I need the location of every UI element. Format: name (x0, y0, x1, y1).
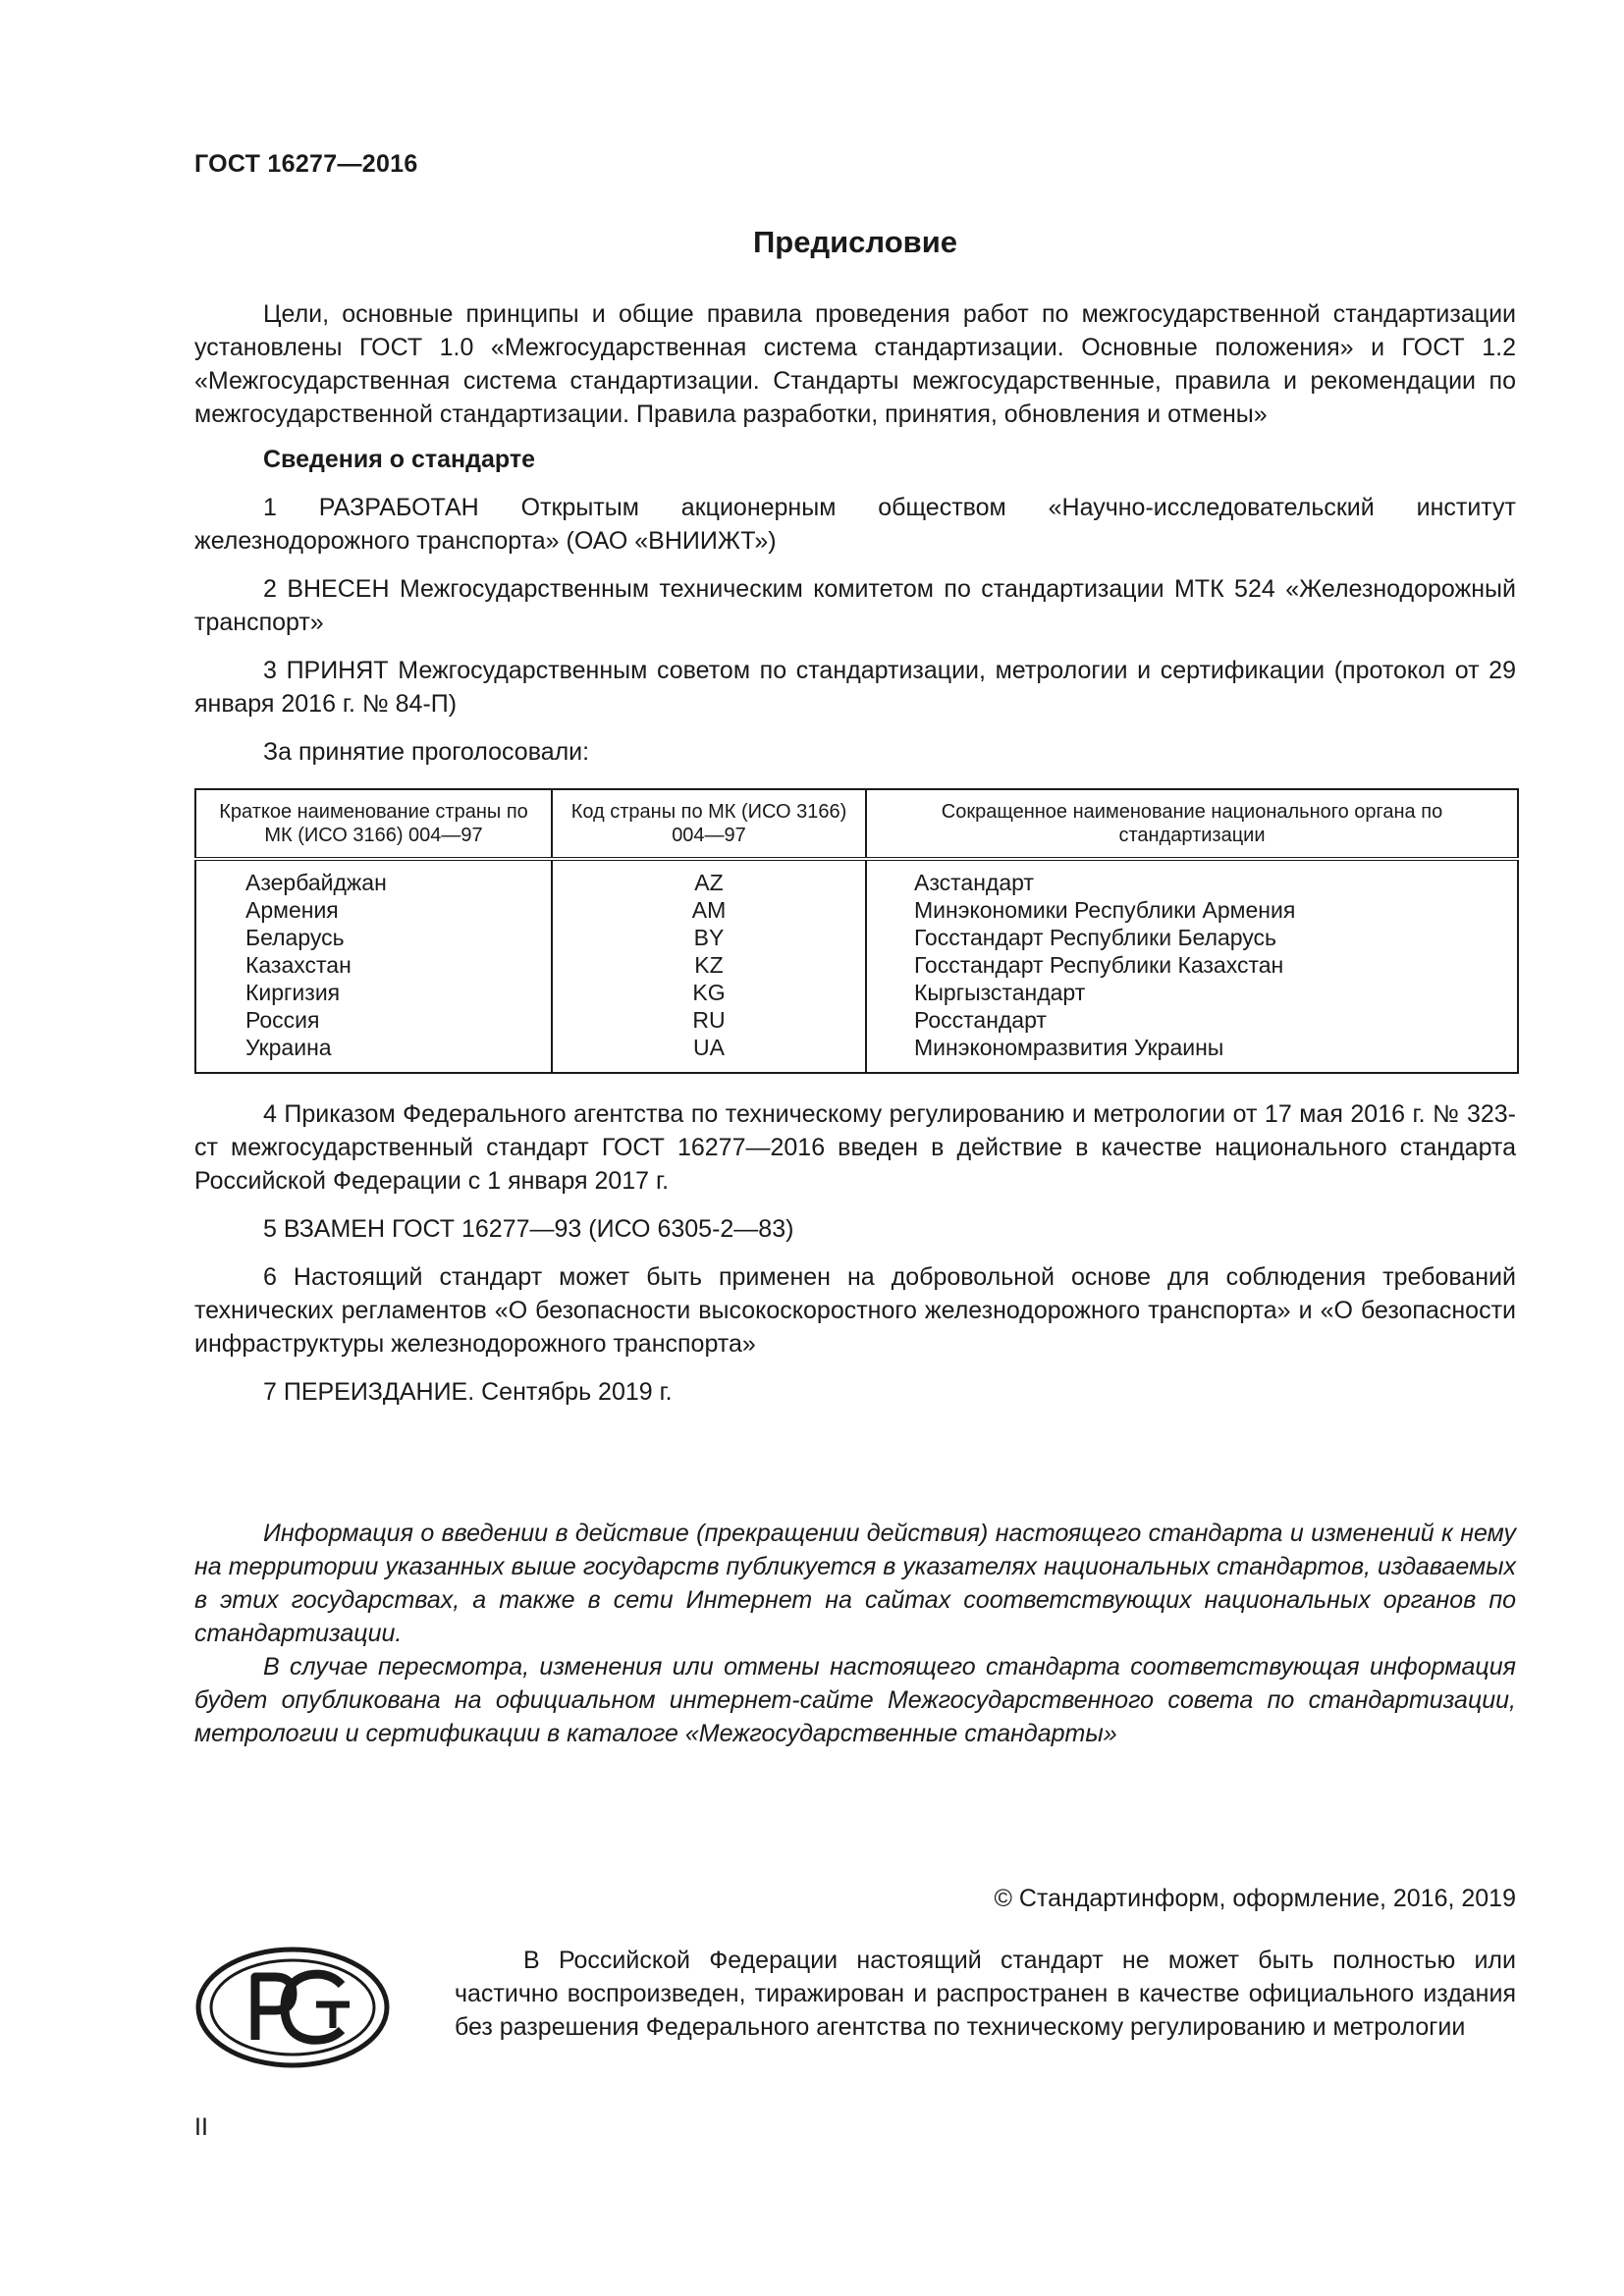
code-cell: BY (693, 925, 725, 950)
country-cell: Азербайджан (245, 870, 387, 895)
body-cell: Госстандарт Республики Казахстан (914, 952, 1284, 978)
table-header-row (195, 789, 1518, 859)
info-paragraph: Информация о введении в действие (прекращении действия) настоящего стандарта и изменений к нему на территории указанных выше государств публикуется в указателях национальных стандартов, издаваемых в этих государствах, а также в сети Интернет на сайтах соответствующих национальных органов по стандартизации. (194, 1520, 1516, 1647)
country-cell: Россия (245, 1007, 320, 1033)
code-cell: KG (692, 980, 726, 1005)
document-code: ГОСТ 16277—2016 (194, 150, 418, 178)
votes-label: За принятие проголосовали: (263, 738, 590, 766)
standard-info-heading: Сведения о стандарте (263, 446, 536, 473)
body-cell: Минэкономразвития Украины (914, 1035, 1224, 1060)
code-cell: KZ (694, 952, 724, 978)
item-submitted: 2 ВНЕСЕН Межгосударственным техническим комитетом по стандартизации МТК 524 «Железнодорожный транспорт» (194, 575, 1516, 636)
item-reissue: 7 ПЕРЕИЗДАНИЕ. Сентябрь 2019 г. (263, 1378, 673, 1406)
foreword-details-section (194, 1097, 1516, 1409)
info-notice (194, 1517, 1516, 1750)
item-developed: 1 РАЗРАБОТАН Открытым акционерным обществом «Научно-исследовательский институт железнодорожного транспорта» (ОАО «ВНИИЖТ») (194, 494, 1516, 555)
country-cell: Казахстан (245, 952, 352, 978)
code-column (552, 859, 866, 1073)
foreword-intro-section (194, 297, 1516, 769)
body-cell: Минэкономики Республики Армения (914, 897, 1296, 923)
header-national-body: Сокращенное наименование национального органа по стандартизации (866, 789, 1518, 859)
body-cell: Госстандарт Республики Беларусь (914, 925, 1277, 950)
legal-paragraph: В Российской Федерации настоящий стандарт не может быть полностью или частично воспроизведен, тиражирован и распространен в качестве официального издания без разрешения Федерального агентства по техническому регулированию и метрологии (455, 1947, 1516, 2041)
header-country-code: Код страны по МК (ИСО 3166) 004—97 (552, 789, 866, 859)
code-cell: AM (691, 897, 727, 923)
item-adopted: 3 ПРИНЯТ Межгосударственным советом по стандартизации, метрологии и сертификации (протокол от 29 января 2016 г. № 84-П) (194, 657, 1516, 718)
body-cell: Росстандарт (914, 1007, 1047, 1033)
page-title: Предисловие (752, 225, 957, 259)
country-cell: Киргизия (245, 980, 341, 1005)
code-cell: UA (693, 1035, 725, 1060)
page-number: II (194, 2113, 208, 2141)
body-cell: Кыргызстандарт (914, 980, 1086, 1005)
country-cell: Беларусь (245, 925, 345, 950)
copyright-line: © Стандартинформ, оформление, 2016, 2019 (994, 1885, 1516, 1912)
header-country-name: Краткое наименование страны по МК (ИСО 3166) 004—97 (195, 789, 552, 859)
item-voluntary: 6 Настоящий стандарт может быть применен на добровольной основе для соблюдения требований технических регламентов «О безопасности высокоскоростного железнодорожного транспорта» и «О безопасности инфраструктуры железнодорожного транспорта» (194, 1263, 1516, 1358)
intro-paragraph: Цели, основные принципы и общие правила проведения работ по межгосударственной стандартизации установлены ГОСТ 1.0 «Межгосударственная система стандартизации. Основные положения» и ГОСТ 1.2 «Межгосударственная система стандартизации. Стандарты межгосударственные, правила и рекомендации по межгосударственной стандартизации. Правила разработки, принятия, обновления и отмены» (194, 300, 1516, 428)
table-row (195, 859, 1518, 1073)
country-cell: Армения (245, 897, 339, 923)
item-order: 4 Приказом Федерального агентства по техническому регулированию и метрологии от 17 мая 2016 г. № 323-ст межгосударственный стандарт ГОСТ 16277—2016 введен в действие в качестве национального стандарта Российской Федерации с 1 января 2017 г. (194, 1100, 1516, 1195)
body-column (866, 859, 1518, 1073)
country-column (195, 859, 552, 1073)
item-replaces: 5 ВЗАМЕН ГОСТ 16277—93 (ИСО 6305-2—83) (263, 1215, 794, 1243)
code-cell: RU (692, 1007, 726, 1033)
code-cell: AZ (694, 870, 724, 895)
country-cell: Украина (245, 1035, 332, 1060)
legal-notice (455, 1944, 1516, 2044)
voting-table (194, 788, 1519, 1074)
body-cell: Азстандарт (914, 870, 1034, 895)
info-paragraph: В случае пересмотра, изменения или отмены настоящего стандарта соответствующая информация будет опубликована на официальном интернет-сайте Межгосударственного совета по стандартизации, метрологии и сертификации в каталоге «Межгосударственные стандарты» (194, 1653, 1516, 1747)
pct-certification-logo (194, 1946, 391, 2069)
